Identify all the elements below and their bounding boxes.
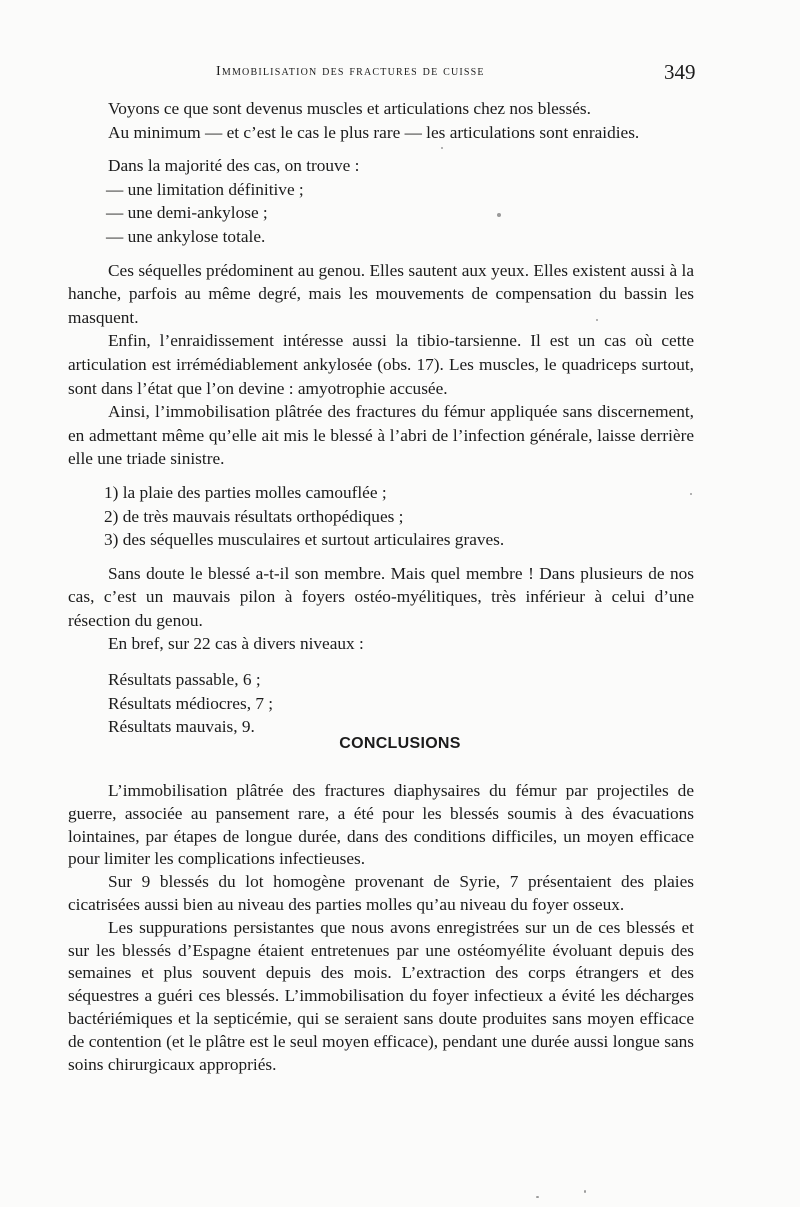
list-item: — une demi-ankylose ; bbox=[106, 203, 268, 223]
list-item: — une limitation définitive ; bbox=[106, 179, 304, 199]
conclusions-text bbox=[68, 780, 694, 1076]
limitation-list bbox=[68, 178, 694, 249]
scan-speck bbox=[584, 1190, 586, 1193]
paragraph: Au minimum — et c’est le cas le plus rare — les articulations sont enraidies. bbox=[108, 122, 640, 142]
list-item: 1) la plaie des parties molles camouflée ; bbox=[104, 482, 387, 502]
section-heading: CONCLUSIONS bbox=[339, 735, 461, 752]
paragraph: Ainsi, l’immobilisation plâtrée des fractures du fémur appliquée sans discernement, en admettant même qu’elle ait mis le blessé à l’abri de l’infection générale, laisse derrière elle une triade sinistre. bbox=[68, 402, 694, 469]
paragraph: En bref, sur 22 cas à divers niveaux : bbox=[108, 634, 364, 654]
paragraph: Voyons ce que sont devenus muscles et articulations chez nos blessés. bbox=[108, 99, 591, 118]
paragraph: Dans la majorité des cas, on trouve : bbox=[108, 156, 360, 176]
running-title: Immobilisation des fractures de cuisse bbox=[216, 64, 485, 79]
list-item: — une ankylose totale. bbox=[106, 226, 266, 246]
main-text bbox=[68, 97, 694, 739]
scan-speck bbox=[596, 319, 598, 321]
paragraph: Les suppurations persistantes que nous avons enregistrées sur un de ces blessés et sur les blessés d’Espagne étaient entretenues par une ostéomyélite évoluant depuis des semaines et plus souvent depuis des mois. L’extraction des corps étrangers et des séquestres a guéri ces blessés. L’immobilisation du foyer infectieux a évité les décharges bactériémiques et la septicémie, qui se seraient sans doute produites sans moyen efficace de contention (et le plâtre est le seul moyen efficace), pendant une durée aussi longue sans soins chirurgicaux appropriés. bbox=[68, 917, 694, 1074]
page-header bbox=[0, 60, 800, 90]
scan-speck bbox=[536, 1196, 539, 1198]
paragraph: Enfin, l’enraidissement intéresse aussi la tibio-tarsienne. Il est un cas où cette articulation est irrémédiablement ankylosée (obs. 17). Les muscles, le quadriceps surtout, sont dans l’état que l’on devine : amyotrophie accusée. bbox=[68, 331, 694, 398]
paragraph: Sur 9 blessés du lot homogène provenant de Syrie, 7 présentaient des plaies cicatrisées aussi bien au niveau des parties molles qu’au niveau du foyer osseux. bbox=[68, 872, 694, 914]
paragraph: L’immobilisation plâtrée des fractures diaphysaires du fémur par projectiles de guerre, associée au pansement rare, a été pour les blessés soumis à des évacuations lointaines, par étapes de longue durée, dans des conditions difficiles, un moyen efficace pour limiter les complications infectieuses. bbox=[68, 781, 694, 869]
scan-speck bbox=[441, 147, 443, 149]
paragraph: Ces séquelles prédominent au genou. Elles sautent aux yeux. Elles existent aussi à la hanche, parfois au même degré, mais les mouvements de compensation du bassin les masquent. bbox=[68, 260, 694, 327]
scan-speck bbox=[690, 493, 692, 495]
list-item: Résultats mauvais, 9. bbox=[108, 717, 255, 737]
results-list bbox=[68, 668, 694, 739]
paragraph: Sans doute le blessé a-t-il son membre. Mais quel membre ! Dans plusieurs de nos cas, c’est un mauvais pilon à foyers ostéo-myélitiques, très inférieur à celui d’une résection du genou. bbox=[68, 563, 694, 630]
list-item: Résultats médiocres, 7 ; bbox=[108, 693, 274, 713]
list-item: 2) de très mauvais résultats orthopédiques ; bbox=[104, 506, 404, 526]
list-item: Résultats passable, 6 ; bbox=[108, 670, 261, 690]
page-number: 349 bbox=[664, 60, 696, 84]
triade-list bbox=[68, 481, 694, 552]
list-item: 3) des séquelles musculaires et surtout articulaires graves. bbox=[104, 530, 505, 550]
scan-speck bbox=[497, 213, 501, 217]
